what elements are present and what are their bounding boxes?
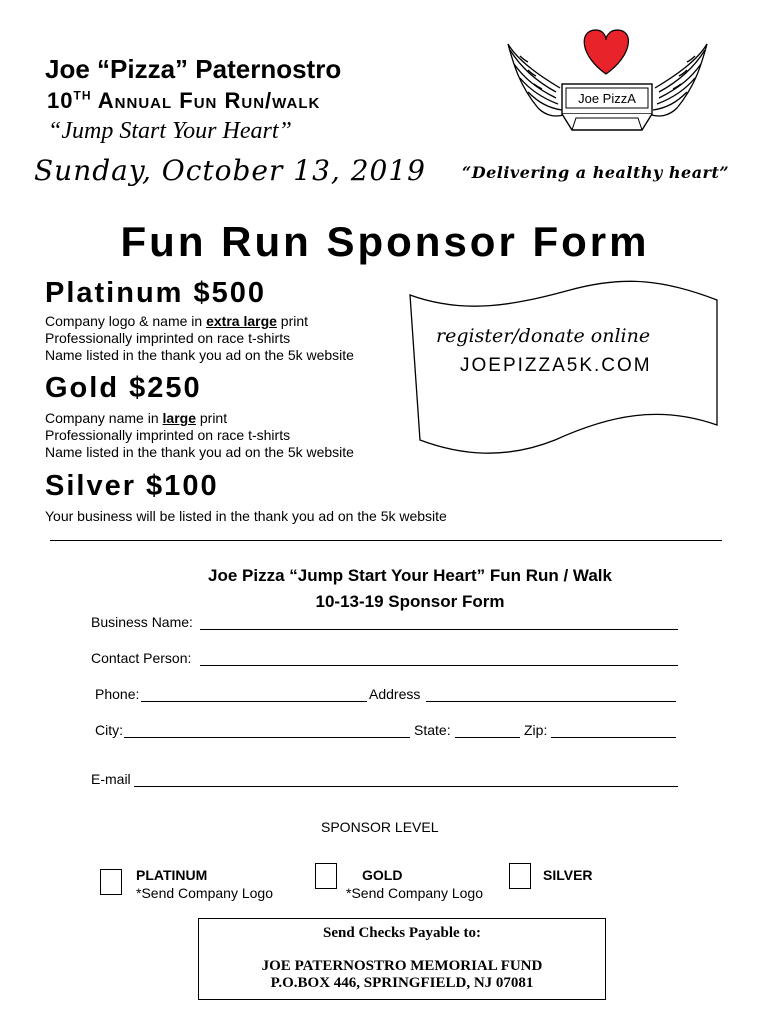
silver-checkbox[interactable] [509,863,531,889]
gold-option-label: GOLD [362,867,403,883]
platinum-benefit-1-post: print [276,313,309,329]
payment-instruction: Send Checks Payable to: [323,925,481,941]
gold-description [45,410,354,461]
contact-person-label: Contact Person: [91,650,192,666]
payee-address: P.O.BOX 446, SPRINGFIELD, NJ 07081 [270,975,534,991]
gold-benefit-1-em: large [162,410,196,426]
silver-benefit-1: Your business will be listed in the thank you ad on the 5k website [45,508,447,524]
platinum-benefit-1-em: extra large [206,313,277,329]
banner-register-text: register/donate online [436,325,651,347]
business-name-label: Business Name: [91,614,193,630]
gold-checkbox[interactable] [315,863,337,889]
gold-benefit-2: Professionally imprinted on race t-shirts [45,427,291,443]
gold-benefit-3: Name listed in the thank you ad on the 5k website [45,444,354,460]
phone-label: Phone: [95,686,140,702]
gold-heading: Gold $250 [45,372,202,404]
platinum-benefit-2: Professionally imprinted on race t-shirts [45,330,291,346]
form-subtitle: 10-13-19 Sponsor Form [315,592,505,611]
platinum-heading: Platinum $500 [45,277,267,309]
city-label: City: [95,722,123,738]
payment-info-box [198,918,606,1000]
silver-heading: Silver $100 [45,470,219,502]
event-subtitle [47,88,320,114]
state-field[interactable] [455,737,520,738]
phone-field[interactable] [141,701,367,702]
platinum-benefit-1-pre: Company logo & name in [45,313,207,329]
zip-field[interactable] [551,737,676,738]
platinum-checkbox[interactable] [100,869,122,895]
city-field[interactable] [124,737,410,738]
email-field[interactable] [134,786,678,787]
address-field[interactable] [426,701,676,702]
platinum-benefit-3: Name listed in the thank you ad on the 5k website [45,347,354,363]
address-label: Address [369,686,421,702]
left-wing-icon [508,44,566,116]
gold-benefit-1 [45,410,354,427]
contact-person-field[interactable] [200,665,678,666]
gold-benefit-1-post: print [195,410,228,426]
gold-benefit-1-pre: Company name in [45,410,163,426]
email-label: E-mail [91,771,131,787]
tagline: “Delivering a healthy heart” [462,163,730,182]
separator-line [50,540,722,541]
event-subtitle-rest: Annual Fun Run/walk [91,88,321,113]
form-title: Joe Pizza “Jump Start Your Heart” Fun Run / Walk [208,566,612,585]
page-title: Fun Run Sponsor Form [120,218,650,265]
business-name-field[interactable] [200,629,678,630]
platinum-option-label: PLATINUM [136,867,208,883]
gold-option-note: *Send Company Logo [346,885,483,901]
state-label: State: [414,722,451,738]
platinum-benefit-1 [45,313,354,330]
event-date: Sunday, October 13, 2019 [34,154,426,187]
payee-name: JOE PATERNOSTRO MEMORIAL FUND [261,958,543,974]
banner-website: JOEPIZZA5K.COM [460,355,652,376]
event-slogan: “Jump Start Your Heart” [48,118,292,144]
zip-label: Zip: [524,722,548,738]
heart-icon [584,30,628,74]
platinum-option-note: *Send Company Logo [136,885,273,901]
sponsor-level-label: SPONSOR LEVEL [321,819,439,835]
edition-suffix: TH [73,88,92,103]
platinum-description [45,313,354,364]
event-title: Joe “Pizza” Paternostro [45,54,342,84]
logo-sign-text: Joe PizzA [578,91,636,106]
joe-pizza-logo [500,26,715,156]
right-wing-icon [649,44,707,116]
edition-number: 10 [47,88,74,113]
silver-option-label: SILVER [543,867,593,883]
